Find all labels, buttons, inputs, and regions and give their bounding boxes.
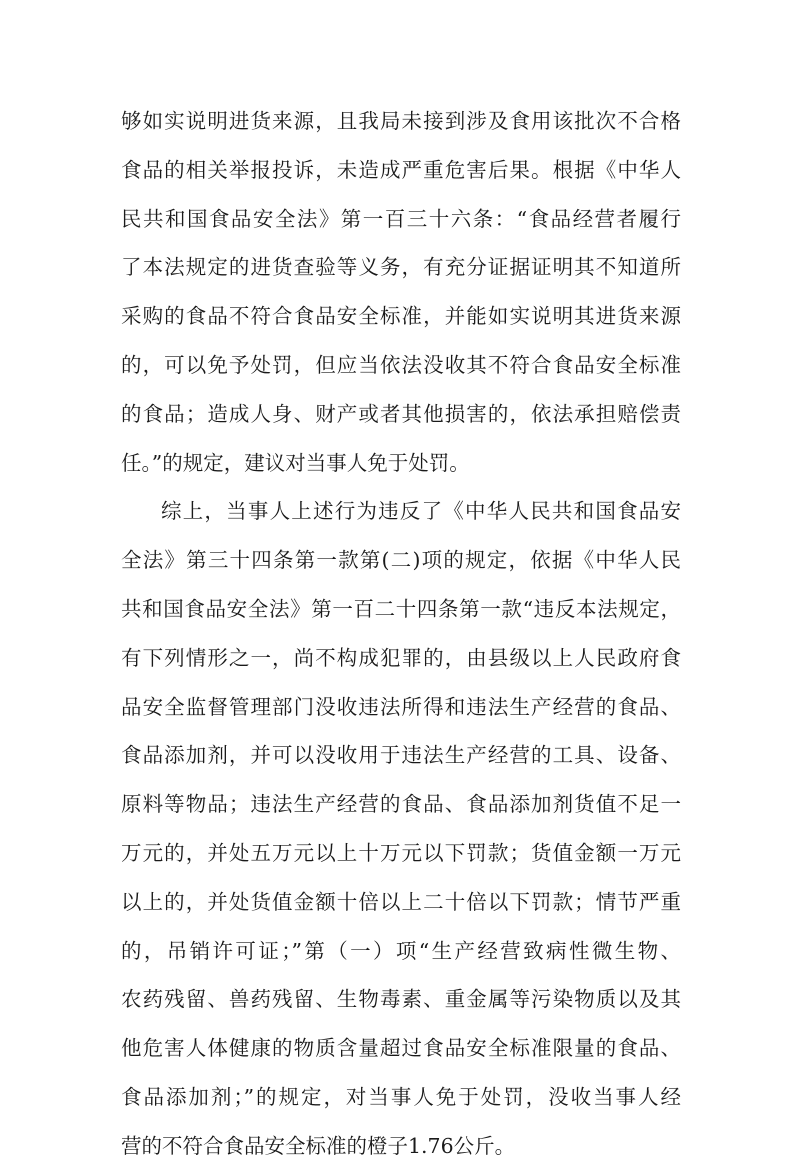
text-line: 民共和国食品安全法》第一百三十六条：“食品经营者履行: [121, 206, 681, 231]
text-line: 够如实说明进货来源，且我局未接到涉及食用该批次不合格: [121, 109, 681, 133]
text-line: 食品的相关举报投诉，未造成严重危害后果。根据《中华人: [121, 157, 681, 182]
text-line: 品安全监督管理部门没收违法所得和违法生产经营的食品、: [121, 694, 681, 719]
text-line: 的食品；造成人身、财产或者其他损害的，依法承担赔偿责: [121, 401, 681, 426]
text-line: 以上的，并处货值金额十倍以上二十倍以下罚款；情节严重: [121, 889, 681, 914]
text-line: 农药残留、兽药残留、生物毒素、重金属等污染物质以及其: [121, 987, 681, 1012]
text-line: 他危害人体健康的物质含量超过食品安全标准限量的食品、: [121, 1036, 681, 1061]
text-line: 食品添加剂，并可以没收用于违法生产经营的工具、设备、: [121, 743, 681, 768]
document-body: [121, 97, 681, 1171]
text-line: 采购的食品不符合食品安全标准，并能如实说明其进货来源: [121, 304, 681, 329]
text-line: 原料等物品；违法生产经营的食品、食品添加剂货值不足一: [121, 792, 681, 817]
text-line: 万元的，并处五万元以上十万元以下罚款；货值金额一万元: [121, 840, 681, 865]
text-line: 全法》第三十四条第一款第(二)项的规定，依据《中华人民: [121, 548, 681, 573]
text-line: 任。”的规定，建议对当事人免于处罚。: [121, 450, 470, 475]
text-line: 食品添加剂；”的规定，对当事人免于处罚，没收当事人经: [121, 1084, 681, 1109]
text-line: 共和国食品安全法》第一百二十四条第一款“违反本法规定，: [121, 596, 681, 621]
text-line: 有下列情形之一，尚不构成犯罪的，由县级以上人民政府食: [121, 645, 681, 670]
text-line: 的，吊销许可证；”第（一）项“生产经营致病性微生物、: [121, 938, 681, 963]
text-line: 了本法规定的进货查验等义务，有充分证据证明其不知道所: [121, 255, 681, 280]
text-line: 的，可以免予处罚，但应当依法没收其不符合食品安全标准: [121, 352, 681, 377]
paragraph-first-line: 综上，当事人上述行为违反了《中华人民共和国食品安: [161, 499, 681, 524]
text-line: 营的不符合食品安全标准的橙子1.76公斤。: [121, 1133, 516, 1158]
